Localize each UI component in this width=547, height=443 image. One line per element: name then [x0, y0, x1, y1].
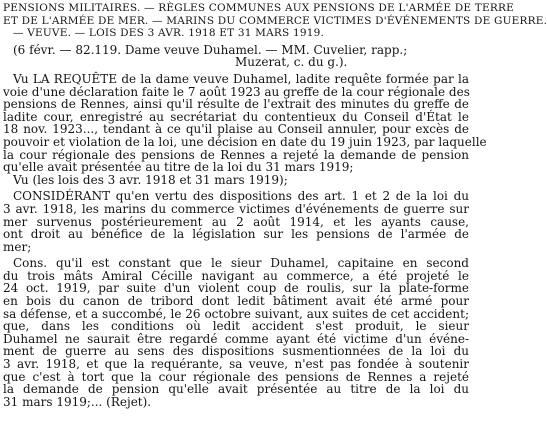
body-line: Duhamel ne saurait être regardé comme ayant été victime d'un événe-	[3, 331, 469, 346]
body-line: en bois du canon de tribord dont ledit bâtiment avait été armé pour	[3, 294, 469, 309]
body-line: 24 oct. 1919, par suite d'un violent coup de roulis, sur la plate-forme	[3, 281, 469, 296]
heading-line-2: ET DE L'ARMÉE DE MER. — MARINS DU COMMERCE VICTIMES D'ÉVÉNEMENTS DE GUERRE.	[3, 14, 547, 27]
body-line: 3 avr. 1918, les marins du commerce victimes d'événements de guerre sur	[3, 201, 469, 216]
case-line-2: Muzerat, c. du g.).	[235, 55, 348, 70]
body-line: 18 nov. 1923..., tendant à ce qu'il plaise au Conseil annuler, pour excès de	[3, 122, 469, 137]
case-line-1: (6 févr. — 82.119. Dame veuve Duhamel. — MM. Cuvelier, rapp.;	[13, 42, 408, 57]
body-line: 31 mars 1919;... (Rejet).	[3, 394, 152, 409]
heading-line-1: PENSIONS MILITAIRES. — RÈGLES COMMUNES AUX PENSIONS DE L'ARMÉE DE TERRE	[3, 2, 514, 14]
body-line: que, dans les conditions où ledit accident s'est produit, le sieur	[3, 319, 469, 334]
body-line: la cour régionale des pensions de Rennes a rejeté la demande de pension	[3, 147, 469, 162]
body-line: voie d'une déclaration faite le 7 août 1923 au greffe de la cour régionale des	[3, 84, 470, 99]
body-line: 3 avr. 1918, et que la requérante, sa veuve, n'est pas fondée à soutenir	[3, 357, 469, 372]
body-line: pensions de Rennes, ainsi qu'il résulte de l'extrait des minutes du greffe de	[3, 97, 469, 112]
body-line: Vu LA REQUÊTE de la dame veuve Duhamel, ladite requête formée par la	[13, 71, 469, 86]
body-line: CONSIDÉRANT qu'en vertu des dispositions des art. 1 et 2 de la loi du	[13, 189, 469, 204]
body-line: que c'est à tort que la cour régionale des pensions de Rennes a rejeté	[3, 369, 469, 384]
body-line: sa défense, et a succombé, le 26 octobre suivant, aux suites de cet accident;	[3, 306, 469, 321]
body-line: mer;	[3, 239, 32, 254]
body-line: la demande de pension qu'elle avait présentée au titre de la loi du	[3, 382, 469, 397]
body-line: ment de guerre au sens des dispositions susmentionnées de la loi du	[3, 344, 469, 359]
body-line: ladite cour, enregistré au secrétariat du contentieux du Conseil d'État le	[3, 109, 469, 124]
heading-line-3: — VEUVE. — LOIS DES 3 AVR. 1918 ET 31 MARS 1919.	[13, 27, 325, 40]
body-line: ont droit au bénéfice de la législation sur les pensions de l'armée de	[3, 227, 469, 242]
body-line: mer survenus postérieurement au 2 août 1914, et les ayants cause,	[3, 214, 469, 229]
body-line: Cons. qu'il est constant que le sieur Duhamel, capitaine en second	[13, 256, 469, 271]
body-line: Vu (les lois des 3 avr. 1918 et 31 mars 1919);	[13, 172, 288, 187]
body-line: qu'elle avait présentée au titre de la loi du 31 mars 1919;	[3, 160, 354, 175]
body-line: pouvoir et violation de la loi, une décision en date du 19 juin 1923, par laquelle	[3, 134, 487, 149]
body-line: du trois mâts Amiral Cécille navigant au commerce, a été projeté le	[3, 268, 469, 283]
